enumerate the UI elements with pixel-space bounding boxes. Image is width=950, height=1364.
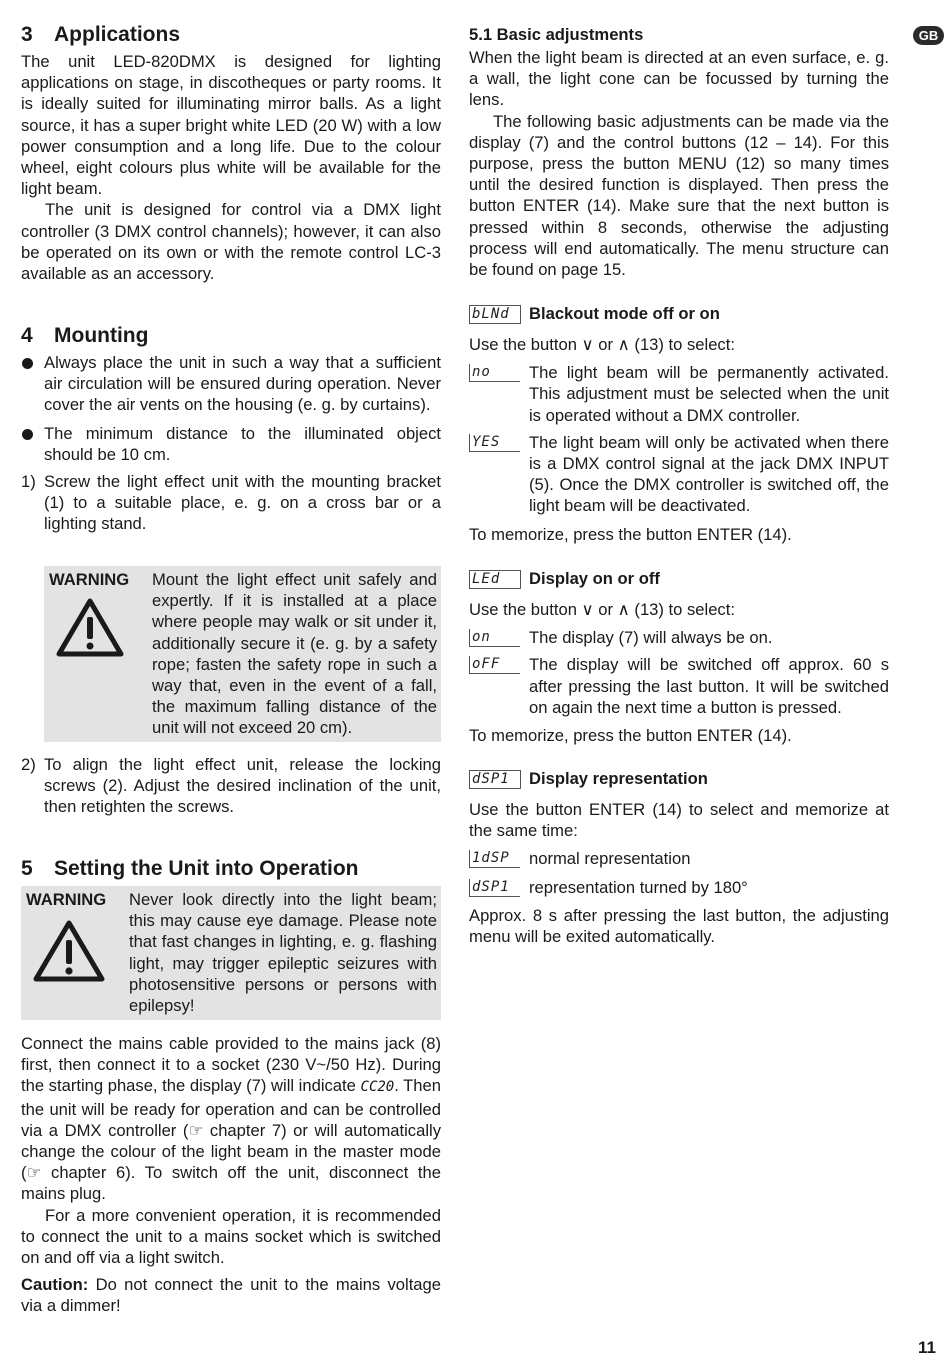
- caution-text: Do not connect the unit to the mains voltage via a dimmer!: [21, 1275, 441, 1316]
- lcd-code: oFF: [469, 656, 520, 674]
- representation-title: Display representation: [529, 769, 708, 788]
- option-text: The display will be switched off approx. 60 s after pressing the last button. It will be switched on again the next time a button is pressed.: [529, 655, 889, 717]
- option-text: The light beam will be permanently activated. This adjustment must be selected when the unit is operated without a DMX controller.: [529, 363, 889, 425]
- section-4-heading: [21, 323, 148, 349]
- blackout-heading: [469, 303, 889, 324]
- display-title: Display on or off: [529, 569, 660, 588]
- bullet-dot: [22, 358, 33, 369]
- bullet-text: The minimum distance to the illuminated object should be 10 cm.: [44, 423, 441, 464]
- operation-paragraph-2: For a more convenient operation, it is recommended to connect the unit to a mains socket which is switched on and off via a light switch.: [21, 1205, 441, 1268]
- memorize-instruction: To memorize, press the button ENTER (14).: [469, 726, 792, 746]
- step-text: Screw the light effect unit with the mounting bracket (1) to a suitable place, e. g. on a cross bar or a lighting stand.: [44, 472, 441, 534]
- select-instruction: Use the button ENTER (14) to select and memorize at the same time:: [469, 800, 889, 841]
- warning-text: Never look directly into the light beam; this may cause eye damage. Please note that fast changes in lighting, e. g. flashing light, may trigger epileptic seizures with photosensitive persons or persons with epilepsy!: [129, 890, 437, 1016]
- display-heading: [469, 568, 889, 589]
- representation-block: [469, 768, 889, 947]
- lcd-code: on: [469, 629, 520, 647]
- section-number: 4: [21, 324, 33, 347]
- option-text: normal representation: [529, 849, 691, 869]
- lcd-code: YES: [469, 434, 520, 452]
- mounting-step-2: [21, 754, 441, 818]
- warning-label: WARNING: [26, 890, 107, 909]
- mounting-step-1: [21, 471, 441, 535]
- lcd-code: no: [469, 364, 520, 382]
- operation-warning-box: [21, 886, 441, 1020]
- warning-text: Mount the light effect unit safely and expertly. If it is installed at a place where people may walk or sit under it, additionally secure it (e. g. by a safety rope; fasten the safety rope in such a way that, even in the event of a fall, the maximum falling distance of the unit will not exceed 20 cm).: [152, 570, 437, 738]
- mounting-warning-box: [44, 566, 441, 742]
- lcd-code: dSP1: [469, 770, 521, 789]
- section-5-heading: [21, 856, 358, 882]
- section-title: Applications: [54, 23, 181, 46]
- option-turned: [469, 877, 889, 898]
- lcd-code: LEd: [469, 570, 521, 589]
- warning-triangle-icon: [33, 919, 105, 983]
- option-normal: [469, 848, 889, 869]
- mounting-bullet: [21, 352, 441, 416]
- bullet-text: Always place the unit in such a way that a sufficient air circulation will be ensured during operation. Never cover the air vents on the housing (e. g. by curtains).: [44, 353, 441, 415]
- bullet-dot: [22, 429, 33, 440]
- step-number: 2): [21, 755, 36, 774]
- lcd-code: 1dSP: [469, 850, 520, 868]
- language-badge: GB: [913, 26, 944, 45]
- page-number: 11: [918, 1338, 936, 1357]
- caution-label: Caution:: [21, 1275, 89, 1295]
- blackout-title: Blackout mode off or on: [529, 304, 720, 323]
- mounting-bullet: [21, 423, 441, 465]
- option-text: representation turned by 180°: [529, 877, 748, 897]
- warning-triangle-icon: [56, 597, 124, 657]
- option-text: The light beam will only be activated when there is a DMX control signal at the jack DMX INPUT (5). Once the DMX controller is switched off, the light beam will be deactivated.: [529, 432, 889, 516]
- section-title: Mounting: [54, 324, 149, 347]
- section-3-heading: [21, 22, 180, 48]
- basic-adjustments-paragraph-1: When the light beam is directed at an even surface, e. g. a wall, the light cone can be focussed by turning the lens.: [469, 48, 889, 110]
- applications-paragraph-2: The unit is designed for control via a DMX light controller (3 DMX control channels); however, it can also be operated on its own or with the remote control LC-3 available as an accessory.: [21, 200, 441, 284]
- auto-exit-note: Approx. 8 s after pressing the last button, the adjusting menu will be exited automatically.: [469, 905, 889, 947]
- select-instruction: Use the button ∨ or ∧ (13) to select:: [469, 335, 735, 354]
- option-no: [469, 362, 889, 426]
- paragraph-text: . Then the unit will be ready for operation and can be controlled via a DMX controller (☞ chapter 7) or will automatically change the colour of the light beam in the master mode (☞ chapter 6). To switch off the unit, disconnect the mains plug.: [21, 1076, 441, 1204]
- blackout-block: [469, 303, 889, 545]
- lcd-code: dSP1: [469, 879, 520, 897]
- select-instruction: Use the button ∨ or ∧ (13) to select:: [469, 600, 735, 619]
- display-block: [469, 568, 889, 746]
- operation-paragraph-1: [21, 1033, 441, 1205]
- paragraph-text: Connect the mains cable provided to the mains jack (8) first, then connect it to a socket (230 V~/50 Hz). During the starting phase, the display (7) will indicate: [21, 1034, 441, 1096]
- step-number: 1): [21, 472, 36, 492]
- memorize-instruction: To memorize, press the button ENTER (14).: [469, 524, 792, 544]
- caution-paragraph: [21, 1274, 441, 1316]
- lcd-code: bLNd: [469, 305, 521, 324]
- subsection-5-1-heading: 5.1 Basic adjustments: [469, 25, 644, 44]
- option-yes: [469, 432, 889, 517]
- section-number: 5: [21, 857, 33, 880]
- display-code: CC20: [360, 1079, 395, 1096]
- option-on: [469, 627, 889, 648]
- basic-adjustments-paragraph-2: The following basic adjustments can be made via the display (7) and the control buttons (12 – 14). For this purpose, press the button MENU (12) so many times until the desired function is displayed. Then press the button ENTER (14). Make sure that the next button is pressed within 8 seconds, otherwise the adjusting process will end automatically. The menu structure can be found on page 15.: [469, 111, 889, 280]
- section-title: Setting the Unit into Operation: [54, 857, 359, 880]
- warning-label: WARNING: [49, 570, 130, 589]
- option-off: [469, 654, 889, 718]
- option-text: The display (7) will always be on.: [529, 628, 773, 648]
- section-number: 3: [21, 23, 33, 46]
- representation-heading: [469, 768, 889, 789]
- step-text: To align the light effect unit, release the locking screws (2). Adjust the desired inclination of the unit, then retighten the screws.: [44, 755, 441, 817]
- applications-paragraph-1: The unit LED-820DMX is designed for lighting applications on stage, in discotheques or party rooms. It is ideally suited for illuminating mirror balls. As a light source, it has a super bright white LED (20 W) with a low power consumption and a long life. Due to the colour wheel, eight colours plus white will be available for the light beam.: [21, 52, 441, 199]
